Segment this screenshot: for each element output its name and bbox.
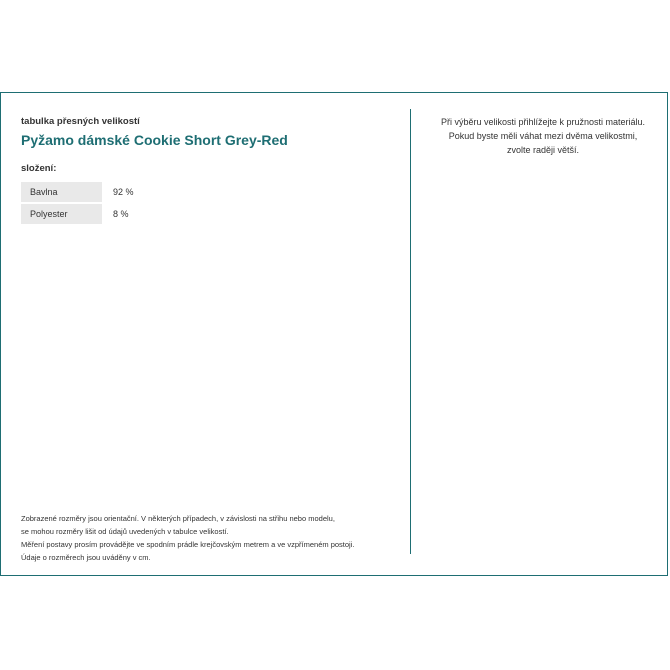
advice-line: zvolte raději větší. xyxy=(506,145,580,155)
composition-row xyxy=(21,182,134,202)
composition-table xyxy=(21,182,134,226)
composition-row xyxy=(21,204,134,224)
product-title: Pyžamo dámské Cookie Short Grey-Red xyxy=(21,132,288,148)
footnote-line: Zobrazené rozměry jsou orientační. V některých případech, v závislosti na střihu nebo modelu, xyxy=(21,514,335,523)
footnote-line: se mohou rozměry lišit od údajů uvedených v tabulce velikostí. xyxy=(21,527,229,536)
panel-divider xyxy=(410,109,411,554)
material-percent: 8 % xyxy=(113,209,129,219)
composition-heading: složení: xyxy=(21,163,57,174)
left-panel xyxy=(21,93,401,575)
size-chart-card xyxy=(0,92,668,576)
size-chart-kicker: tabulka přesných velikostí xyxy=(21,116,140,127)
material-percent: 92 % xyxy=(113,187,134,197)
footnote-line: Údaje o rozměrech jsou uváděny v cm. xyxy=(21,553,151,562)
advice-line: Při výběru velikosti přihlížejte k pružnosti materiálu. xyxy=(440,117,646,127)
material-name: Polyester xyxy=(21,204,102,224)
measurement-footnote xyxy=(21,512,354,564)
advice-line: Pokud byste měli váhat mezi dvěma velikostmi, xyxy=(448,131,638,141)
footnote-line: Měření postavy prosím provádějte ve spodním prádle krejčovským metrem a ve vzpřímeném postoji. xyxy=(21,540,355,549)
size-advice xyxy=(421,115,665,157)
material-name: Bavlna xyxy=(21,182,102,202)
